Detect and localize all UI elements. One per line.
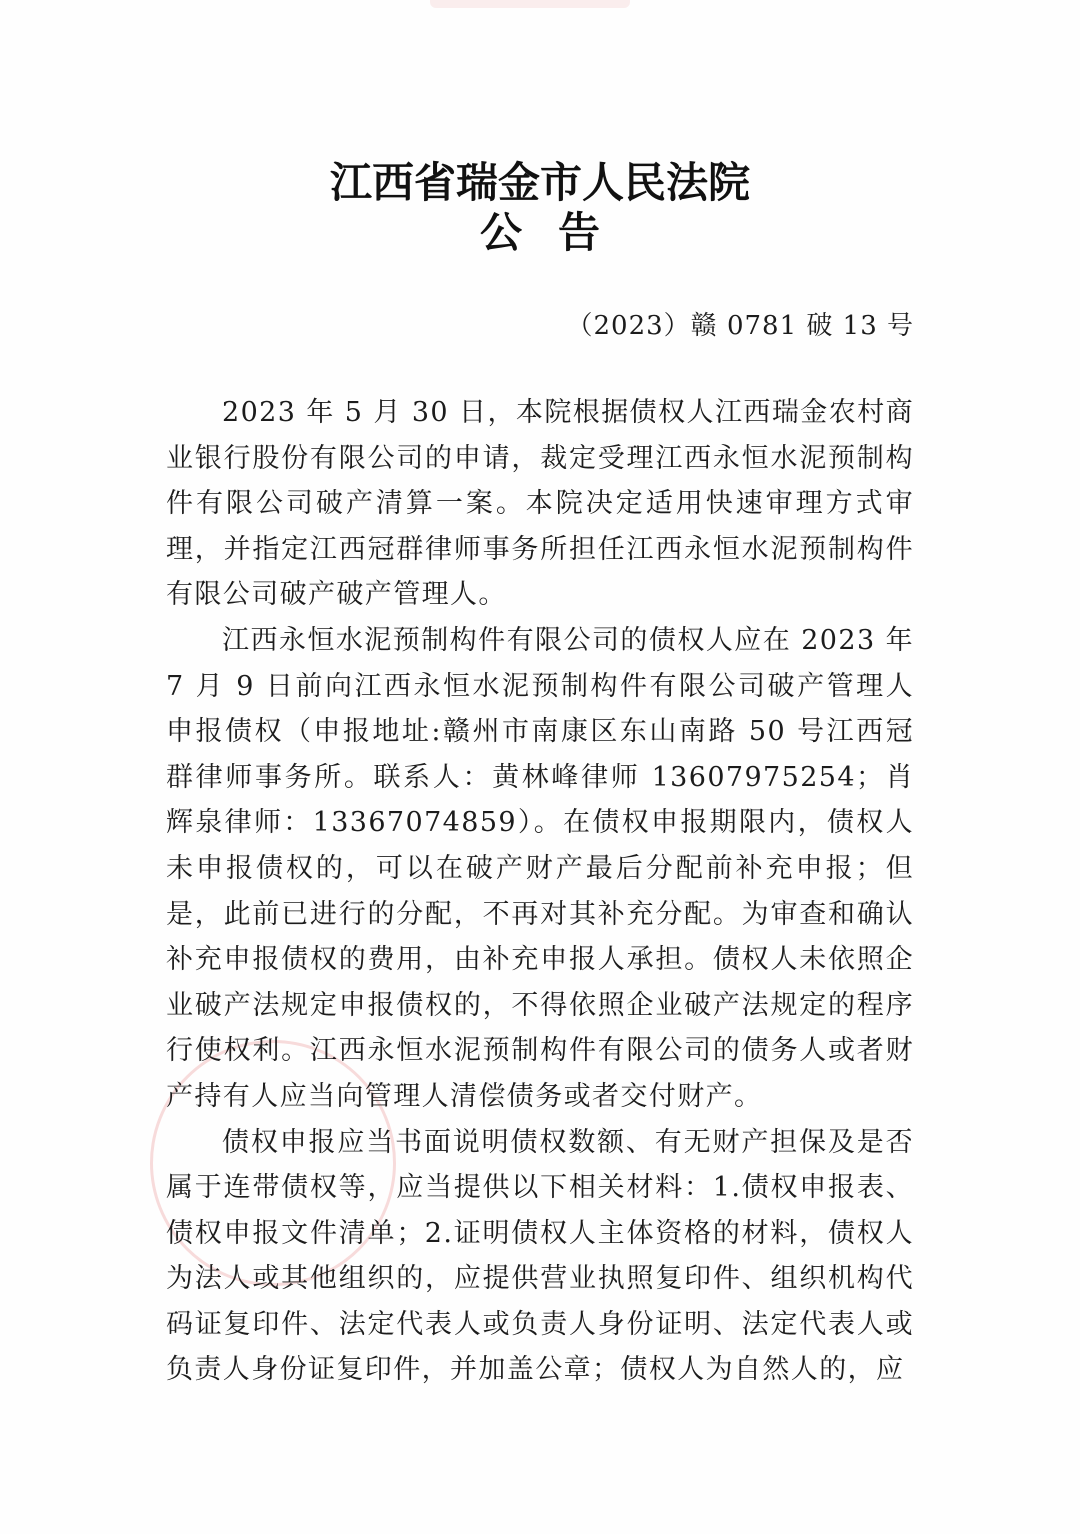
paragraph-acceptance: 2023 年 5 月 30 日，本院根据债权人江西瑞金农村商业银行股份有限公司的申请，裁定受理江西永恒水泥预制构件有限公司破产清算一案。本院决定适用快速审理方式审理，并指定江西冠群律师事务所担任江西永恒水泥预制构件有限公司破产破产管理人。: [166, 397, 914, 611]
court-name: 江西省瑞金市人民法院: [329, 158, 750, 207]
seal-trace-top: [430, 0, 630, 8]
paragraph-claim-materials: 债权申报应当书面说明债权数额、有无财产担保及是否属于连带债权等，应当提供以下相关材料：1.债权申报表、债权申报文件清单；2.证明债权人主体资格的材料，债权人为法人或其他组织的，应提供营业执照复印件、组织机构代码证复印件、法定代表人或负责人身份证明、法定代表人或负责人身份证复印件，并加盖公章；债权人为自然人的，应: [166, 1126, 914, 1386]
paragraph-claim-filing: 江西永恒水泥预制构件有限公司的债权人应在 2023 年 7 月 9 日前向江西永恒水泥预制构件有限公司破产管理人申报债权（申报地址:赣州市南康区东山南路 50 号江西冠群律师事务所。联系人：黄林峰律师 13607975254；肖辉泉律师：13367074859）。在债权申报期限内，债权人未申报债权的，可以在破产财产最后分配前补充申报；但是，此前已进行的分配，不再对其补充分配。为审查和确认补充申报债权的费用，由补充申报人承担。债权人未依照企业破产法规定申报债权的，不得依照企业破产法规定的程序行使权利。江西永恒水泥预制构件有限公司的债务人或者财产持有人应当向管理人清偿债务或者交付财产。: [166, 624, 914, 1112]
case-number: （2023）赣 0781 破 13 号: [566, 311, 914, 341]
notice-title: 公告: [479, 208, 636, 257]
notice-body: [166, 390, 914, 1393]
